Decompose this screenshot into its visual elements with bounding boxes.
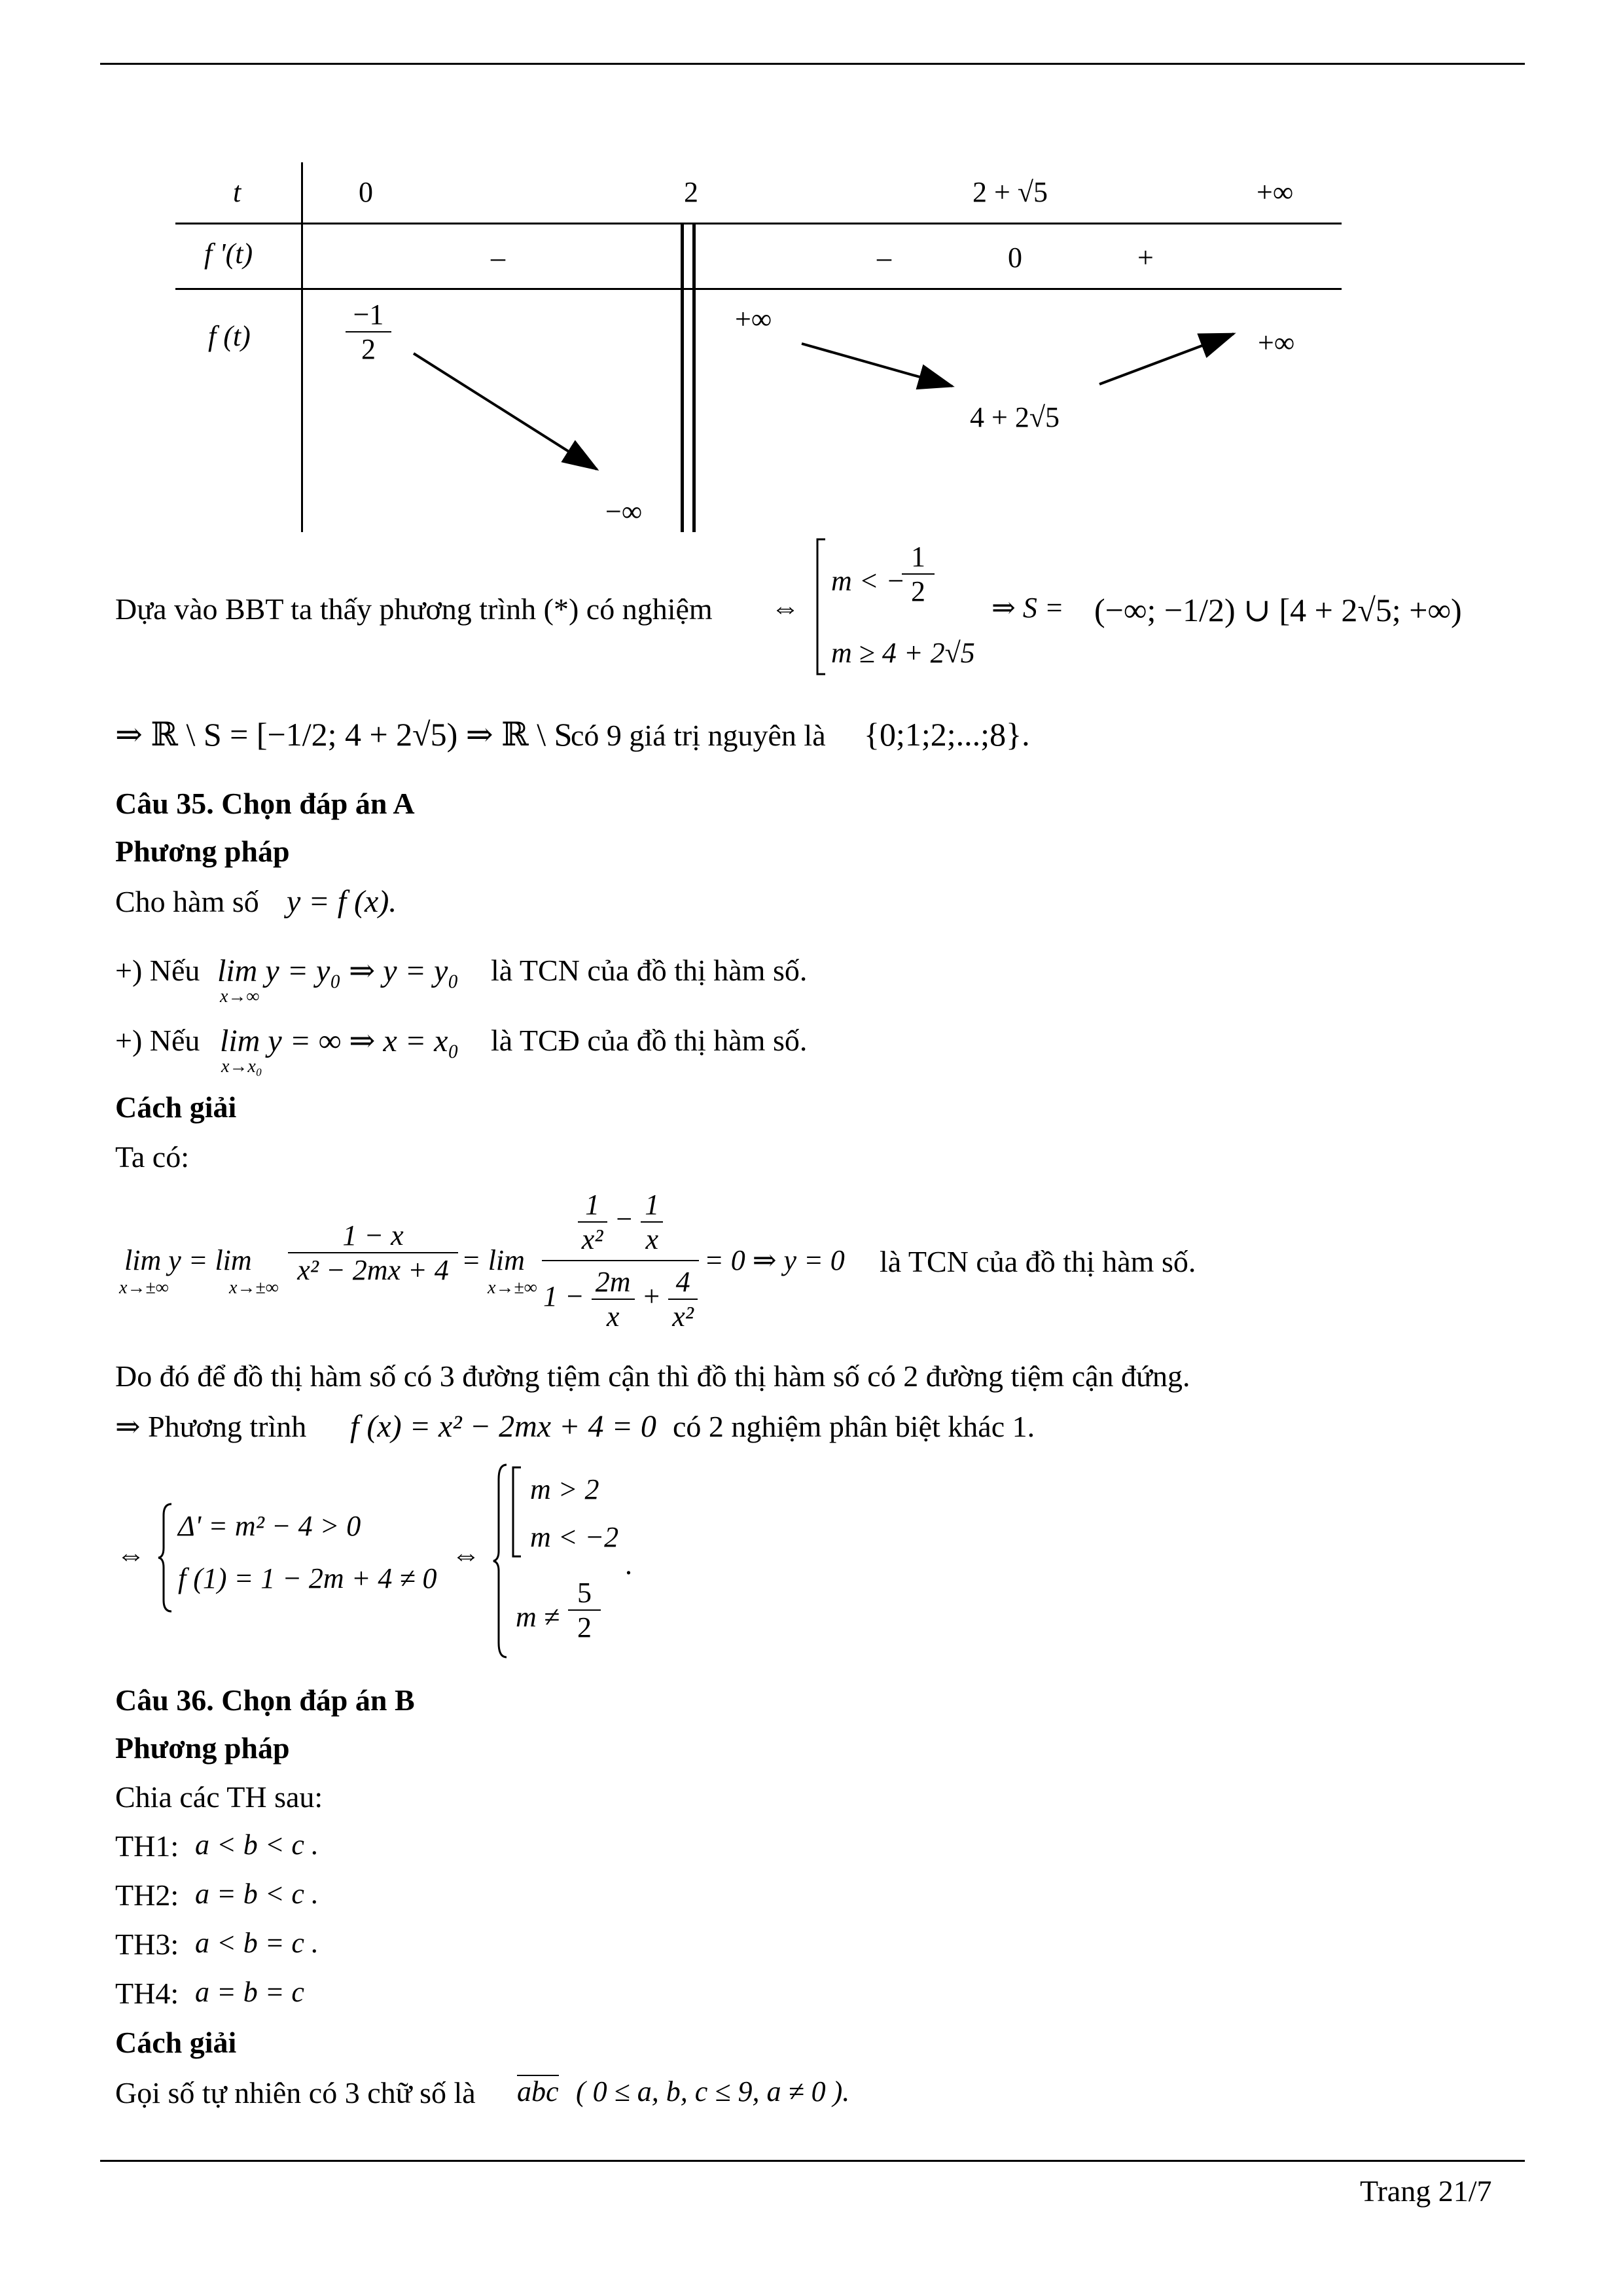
lim-1-sub: x→±∞ xyxy=(119,1278,169,1298)
row-label-fprime: f '(t) xyxy=(204,238,253,270)
page-number: Trang 21/7 xyxy=(1360,2174,1492,2208)
q35-taco: Ta có: xyxy=(115,1140,190,1174)
t-value-plus-inf: +∞ xyxy=(1257,176,1294,208)
integer-count-text: có 9 giá trị nguyên là xyxy=(571,719,826,752)
f-min-value: 4 + 2√5 xyxy=(970,401,1060,433)
case-1 xyxy=(831,564,905,598)
result-2: m < −2 xyxy=(530,1521,619,1553)
lim-frac-2 xyxy=(542,1188,699,1333)
q35-rule1-sub: x→∞ xyxy=(220,986,260,1007)
q35-conclusion: Do đó để đồ thị hàm số có 3 đường tiệm cận thì đồ thị hàm số có 2 đường tiệm cận đứng. xyxy=(115,1359,1190,1393)
t-value-0: 0 xyxy=(359,176,373,208)
result-3-frac xyxy=(568,1576,601,1644)
q35-equation-suffix: có 2 nghiệm phân biệt khác 1. xyxy=(673,1410,1035,1443)
q35-method-title: Phương pháp xyxy=(115,834,290,868)
lim-3-sub: x→±∞ xyxy=(488,1278,537,1298)
result-brace xyxy=(492,1463,509,1659)
f-start-den: 2 xyxy=(361,333,376,365)
q36-method-title: Phương pháp xyxy=(115,1731,290,1765)
lim-2-sub: x→±∞ xyxy=(229,1278,279,1298)
integer-set: {0;1;2;...;8}. xyxy=(864,716,1030,753)
fprime-sign-2: – xyxy=(877,242,891,274)
case-1-den: 2 xyxy=(911,575,925,607)
result-bracket xyxy=(510,1466,522,1558)
q36-cases-intro: Chia các TH sau: xyxy=(115,1780,323,1814)
q36-case-expr: a < b < c . xyxy=(195,1829,319,1861)
case-1-num: 1 xyxy=(902,540,935,575)
footer-rule xyxy=(100,2160,1525,2162)
q35-solution-title: Cách giải xyxy=(115,1090,237,1124)
result-3-den: 2 xyxy=(577,1611,592,1643)
q36-title: Câu 36. Chọn đáp án B xyxy=(115,1683,415,1717)
q36-case-expr: a = b = c xyxy=(195,1976,304,2008)
fprime-sign-1: – xyxy=(491,242,505,274)
f-start-num: −1 xyxy=(346,298,391,332)
lim-frac-2-num: $\frac{1}{\text{x²}}$ − $\frac{1}{x}$ xyxy=(542,1188,699,1261)
lim-1: lim y = lim xyxy=(124,1244,252,1276)
q36-case-expr: a < b = c . xyxy=(195,1927,319,1959)
lim-result: = 0 ⇒ y = 0 xyxy=(704,1244,845,1276)
q36-case-expr: a = b < c . xyxy=(195,1878,319,1910)
q35-rule1-expr: lim y = y₀ ⇒ y = y₀ xyxy=(217,954,459,988)
q35-intro: Cho hàm số xyxy=(115,885,259,918)
f-minus-inf: −∞ xyxy=(605,495,643,528)
q35-rule2-expr: lim y = ∞ ⇒ x = x₀ xyxy=(220,1024,459,1058)
case-1-text: m < − xyxy=(831,565,906,597)
q35-rule2-suffix: là TCĐ của đồ thị hàm số. xyxy=(491,1024,808,1057)
table-arrows xyxy=(0,0,1623,589)
bbt-conclusion-text: Dựa vào BBT ta thấy phương trình (*) có nghiệm xyxy=(115,592,713,626)
system-equiv-1: ⇔ xyxy=(116,1539,145,1571)
result-3-num: 5 xyxy=(568,1576,601,1611)
q36-case-label: TH2: xyxy=(115,1878,179,1912)
lim-frac-1-num: 1 − x xyxy=(288,1219,458,1253)
system-line-2: f (1) = 1 − 2m + 4 ≠ 0 xyxy=(178,1562,437,1594)
case-2: m ≥ 4 + 2√5 xyxy=(831,637,975,669)
arrow-decrease-2 xyxy=(802,344,952,386)
result-period: . xyxy=(625,1549,632,1581)
lim-suffix: là TCN của đồ thị hàm số. xyxy=(880,1245,1196,1278)
q35-rule1-suffix: là TCN của đồ thị hàm số. xyxy=(491,954,808,987)
q36-case-label: TH4: xyxy=(115,1977,179,2010)
system-equiv-2: ⇔ xyxy=(452,1539,480,1571)
lim-3: = lim xyxy=(461,1244,525,1276)
f-plus-inf-right: +∞ xyxy=(1258,327,1295,359)
fprime-sign-3: + xyxy=(1137,242,1154,274)
arrow-increase xyxy=(1099,334,1234,384)
q35-title: Câu 35. Chọn đáp án A xyxy=(115,787,415,820)
q35-rule2-sub: x→x₀ xyxy=(221,1056,262,1077)
q36-last-prefix: Gọi số tự nhiên có 3 chữ số là xyxy=(115,2076,476,2109)
q36-abc: abc xyxy=(517,2075,559,2108)
q35-rule2-prefix: +) Nếu xyxy=(115,1024,200,1057)
q35-equation-expr: f (x) = x² − 2mx + 4 = 0 xyxy=(350,1409,656,1444)
result-3-prefix: m ≠ xyxy=(516,1601,560,1633)
q35-rule1-prefix: +) Nếu xyxy=(115,954,200,987)
lim-frac-1 xyxy=(288,1219,458,1287)
q36-solution-title: Cách giải xyxy=(115,2026,237,2059)
system-line-1: Δ' = m² − 4 > 0 xyxy=(178,1510,361,1542)
t-value-2-plus-sqrt5: 2 + √5 xyxy=(972,176,1048,208)
lim-frac-1-den: x² − 2mx + 4 xyxy=(297,1254,449,1286)
result-1: m > 2 xyxy=(530,1473,599,1505)
system-brace xyxy=(157,1502,174,1613)
S-interval: (−∞; −1/2) ∪ [4 + 2√5; +∞) xyxy=(1094,592,1462,628)
t-value-2: 2 xyxy=(684,176,698,208)
q35-intro-expr: y = f (x). xyxy=(287,884,397,919)
q36-condition: ( 0 ≤ a, b, c ≤ 9, a ≠ 0 ). xyxy=(576,2075,850,2108)
equiv-symbol: ⇔ xyxy=(771,592,800,624)
arrow-decrease-1 xyxy=(414,353,597,469)
lim-frac-2-den: 1 − $\frac{2m}{x}$ + $\frac{4}{\text{x²}}$ xyxy=(542,1261,699,1333)
q35-equation-prefix: ⇒ Phương trình xyxy=(115,1410,307,1443)
row-label-f: f (t) xyxy=(208,320,251,352)
case-bracket xyxy=(815,538,828,675)
row-label-t: t xyxy=(233,176,241,208)
complement-expr: ⇒ ℝ \ S = [−1/2; 4 + 2√5) ⇒ ℝ \ S xyxy=(115,716,573,753)
f-plus-inf-left: +∞ xyxy=(735,303,772,335)
fprime-zero: 0 xyxy=(1008,242,1022,274)
q36-case-label: TH3: xyxy=(115,1928,179,1961)
implies-S: ⇒ S = xyxy=(991,592,1064,624)
q36-case-label: TH1: xyxy=(115,1829,179,1863)
case-1-frac xyxy=(902,540,935,608)
